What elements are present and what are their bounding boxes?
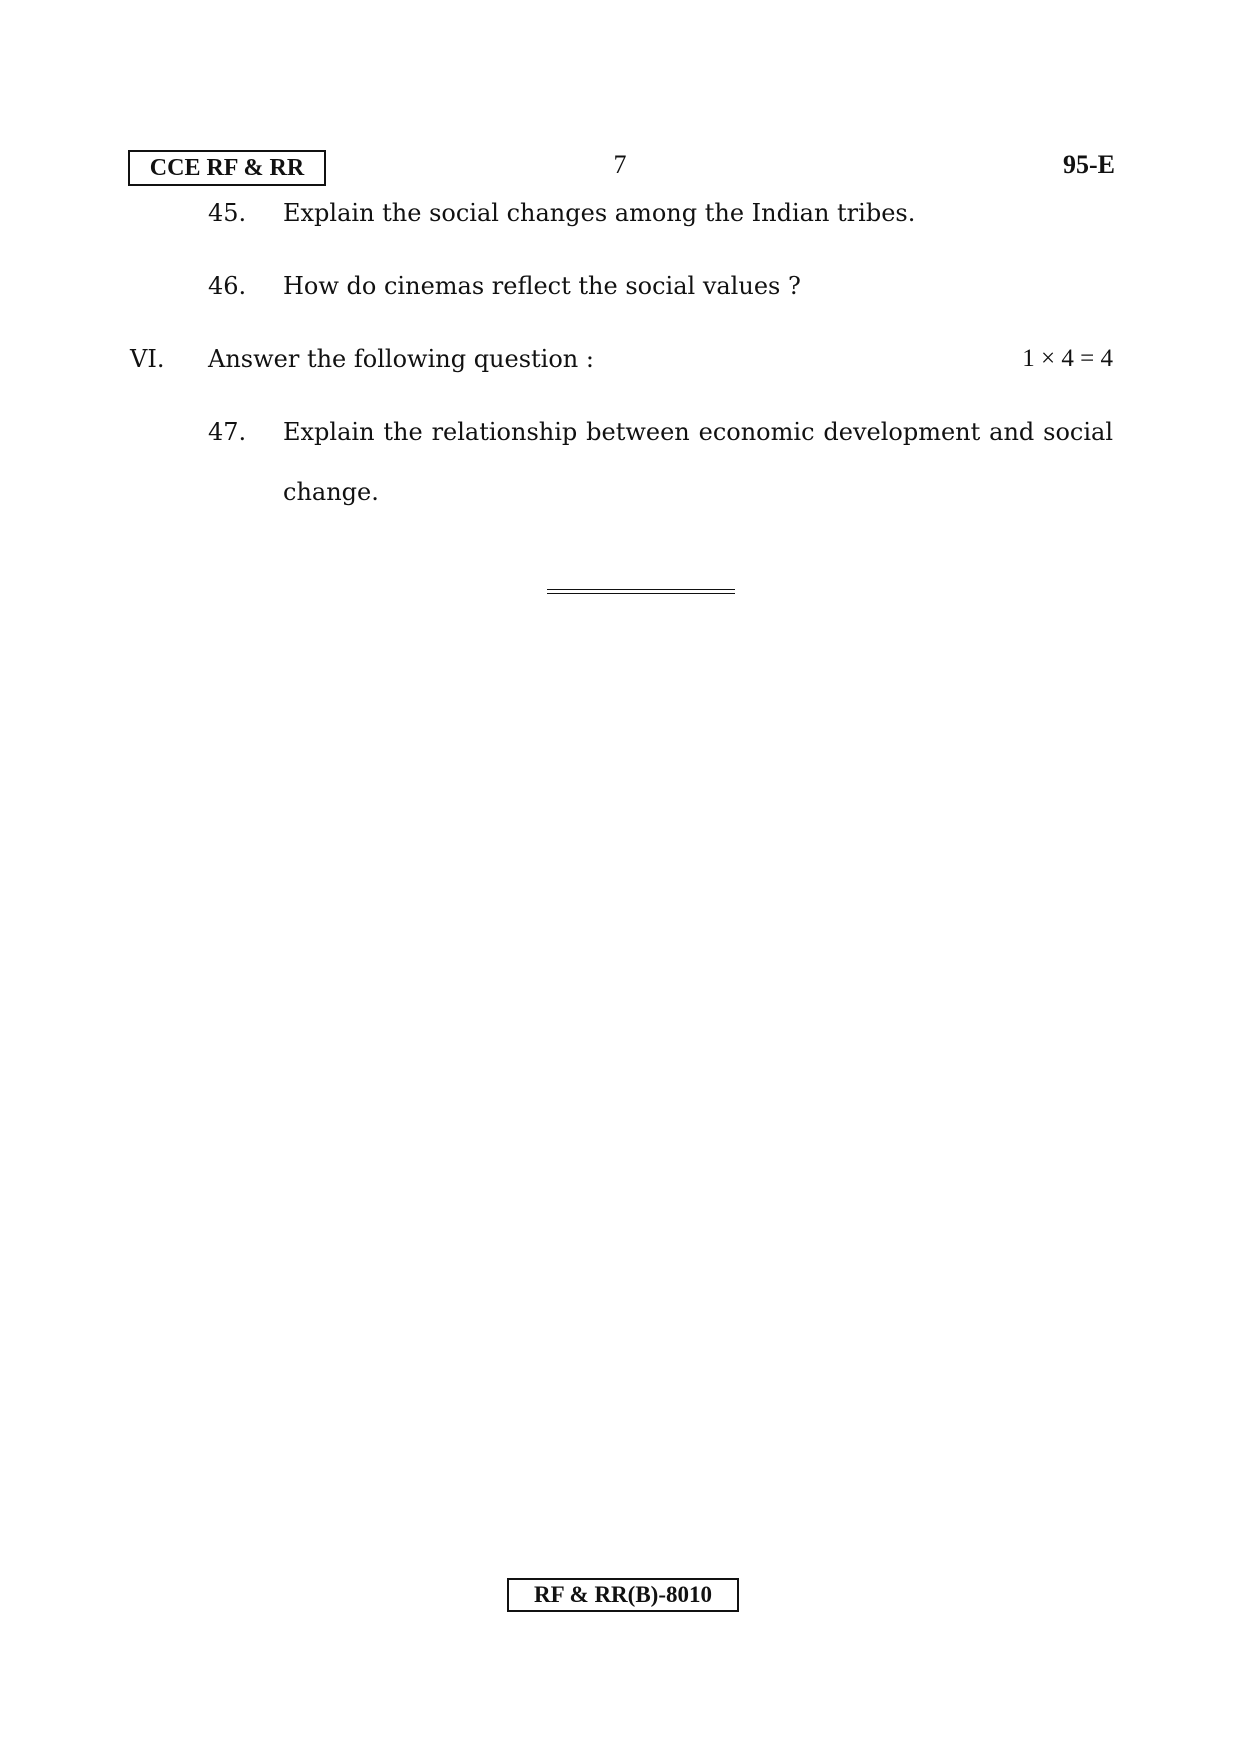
question-47-number: 47.	[208, 418, 247, 446]
footer-code-box: RF & RR(B)-8010	[507, 1578, 739, 1612]
question-47-text: Explain the relationship between economic development and social change.	[283, 418, 1113, 506]
section-number: VI.	[130, 345, 165, 373]
paper-code: 95-E	[1063, 150, 1115, 179]
page-number: 7	[613, 150, 627, 179]
question-46-text: How do cinemas reflect the social values ?	[283, 272, 801, 300]
section-marks: 1 × 4 = 4	[1022, 345, 1113, 372]
question-46-number: 46.	[208, 272, 247, 300]
header-code-box: CCE RF & RR	[128, 150, 326, 186]
section-instruction: Answer the following question :	[208, 345, 594, 373]
question-45-text: Explain the social changes among the Indian tribes.	[283, 199, 916, 227]
question-45-number: 45.	[208, 199, 247, 227]
end-of-paper-rule	[547, 589, 735, 594]
